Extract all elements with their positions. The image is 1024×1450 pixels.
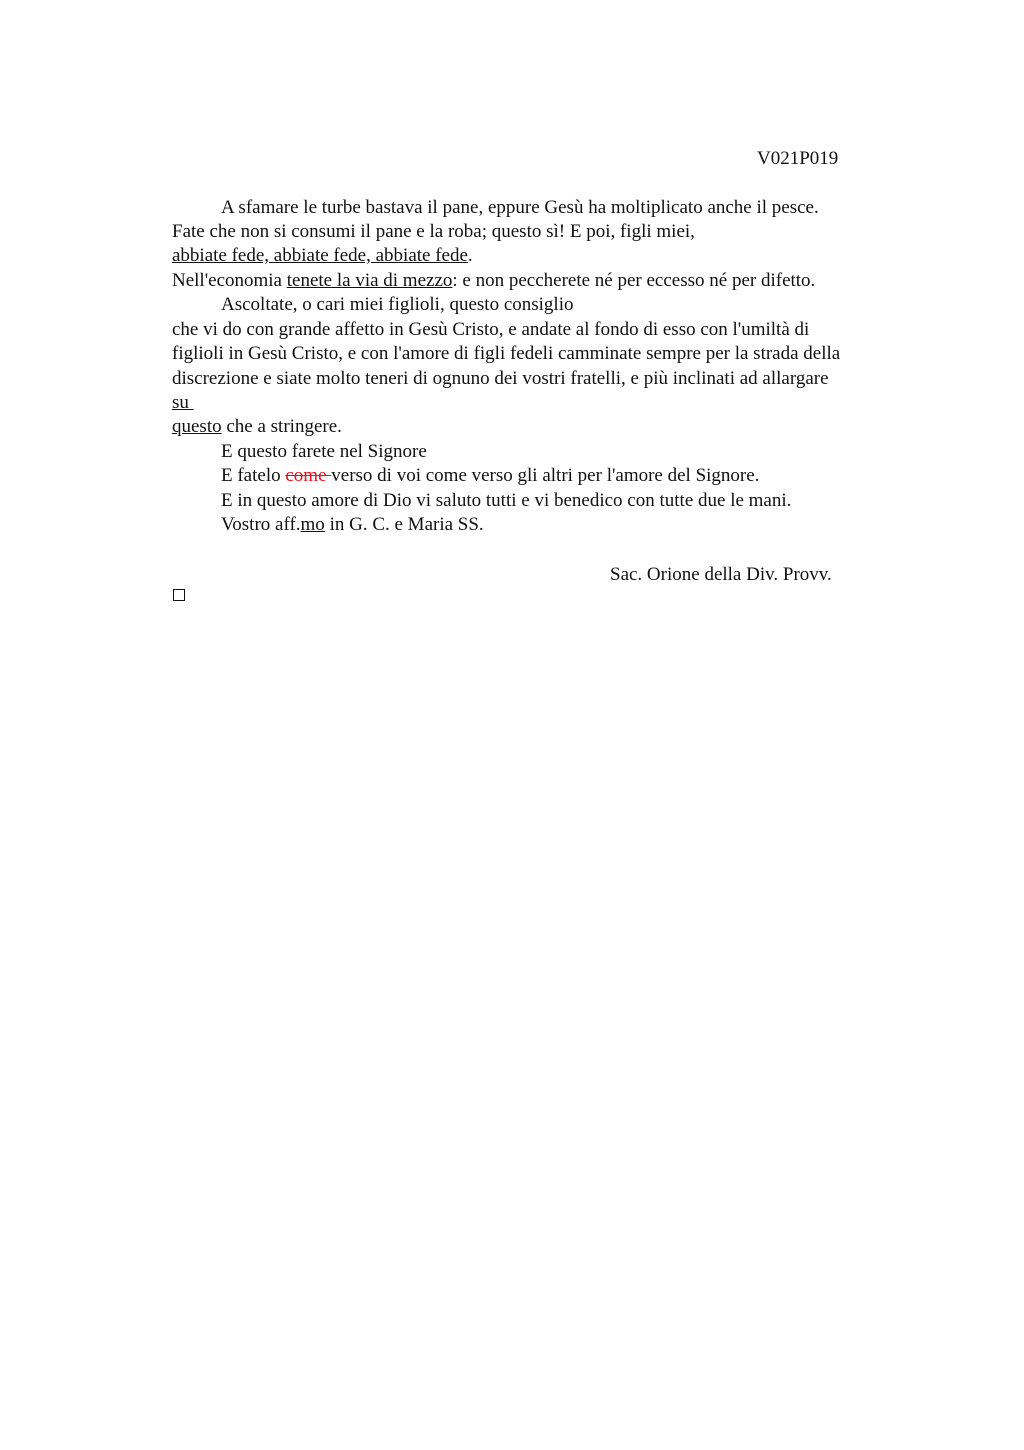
paragraph-line-13: E in questo amore di Dio vi saluto tutti e vi benedico con tutte due le mani. [221,490,792,511]
text-segment: che a stringere. [221,416,342,437]
text-segment: . [467,245,473,266]
underlined-text: su [172,392,194,413]
paragraph-line-12 [221,464,759,488]
text-segment: in G. C. e Maria SS. [324,514,484,535]
struck-text: come [285,465,332,486]
underlined-text: abbiate fede, abbiate fede, abbiate fede [172,245,468,266]
text-segment: E fatelo [221,465,286,486]
text-segment: Vostro aff. [221,514,301,535]
underlined-text: mo [300,514,325,535]
paragraph-line-2: Fate che non si consumi il pane e la roba; questo sì! E poi, figli miei, [172,221,695,242]
paragraph-line-8: discrezione e siate molto teneri di ognuno dei vostri fratelli, e più inclinati ad allargare [172,368,829,389]
paragraph-line-4 [172,269,815,293]
paragraph-line-9 [172,391,194,415]
paragraph-line-1: A sfamare le turbe bastava il pane, eppure Gesù ha moltiplicato anche il pesce. [221,197,819,218]
paragraph-line-11: E questo farete nel Signore [221,441,427,462]
paragraph-line-14 [221,513,484,537]
signature: Sac. Orione della Div. Provv. [610,564,832,585]
paragraph-line-7: figlioli in Gesù Cristo, e con l'amore di figli fedeli camminate sempre per la strada della [172,343,841,364]
underlined-text: questo [172,416,222,437]
underlined-text: tenete la via di mezzo [286,270,453,291]
text-segment: verso di voi come verso gli altri per l'amore del Signore. [331,465,760,486]
page-code: V021P019 [757,148,839,169]
text-segment: : e non peccherete né per eccesso né per difetto. [452,270,816,291]
paragraph-line-3 [172,244,473,268]
paragraph-line-5: Ascoltate, o cari miei figlioli, questo consiglio [221,294,574,315]
checkbox-square-icon [173,589,185,601]
paragraph-line-6: che vi do con grande affetto in Gesù Cristo, e andate al fondo di esso con l'umiltà di [172,319,810,340]
text-segment: Nell'economia [172,270,287,291]
paragraph-line-10 [172,415,342,439]
